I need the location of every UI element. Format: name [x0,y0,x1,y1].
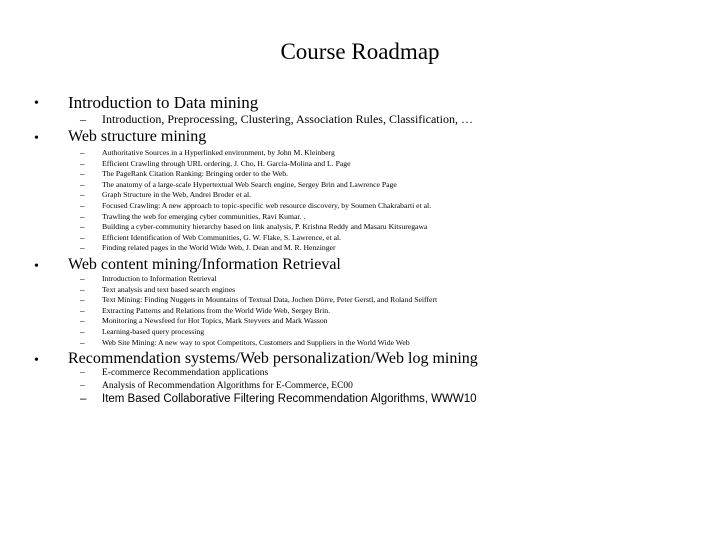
dash-marker: – [80,169,85,180]
list-item [80,316,437,327]
bullet: • [34,131,39,146]
dash-marker: – [80,200,85,211]
item-list [80,111,473,127]
item-text: Authoritative Sources in a Hyperlinked environment, by John M. Kleinberg [102,148,335,157]
item-text: Analysis of Recommendation Algorithms for E-Commerce, EC00 [102,380,353,391]
list-item [80,190,431,201]
slide-title: Course Roadmap [280,39,440,64]
list-item [80,222,431,233]
section-heading: Web structure mining [68,128,207,145]
list-item [80,111,473,127]
list-item [80,274,437,285]
dash-marker: – [80,393,87,405]
item-list [80,274,437,348]
item-text: Trawling the web for emerging cyber communities, Ravi Kumar. . [102,211,306,221]
list-item [80,169,431,180]
item-text: Introduction, Preprocessing, Clustering, Association Rules, Classification, … [102,112,473,126]
item-text: Web Site Mining: A new way to spot Competitors, Customers and Suppliers in the World Wide Web [102,337,410,347]
dash-marker: – [80,295,85,306]
list-item [80,285,437,296]
item-text: Extracting Patterns and Relations from the World Wide Web, Sergey Brin. [102,305,331,315]
dash-marker: – [80,211,85,222]
dash-marker: – [80,190,85,201]
item-text: Finding related pages in the World Wide Web, J. Dean and M. R. Henzinger [102,243,336,253]
bullet: • [34,259,39,274]
item-text: Building a cyber-community hierarchy based on link analysis, P. Krishna Reddy and Masaru Kitsuregawa [102,222,428,232]
item-text: Focused Crawling: A new approach to topic-specific web resource discovery, by Soumen Chakrabarti et al. [102,200,432,210]
item-text: Item Based Collaborative Filtering Recommendation Algorithms, WWW10 [102,393,477,405]
list-item [80,306,437,317]
item-text: Efficient Identification of Web Communities, G. W. Flake, S. Lawrence, et al. [102,232,342,242]
section-heading: Web content mining/Information Retrieval [68,256,341,273]
bullet: • [34,353,39,368]
list-item [80,233,431,244]
list-item [80,212,431,223]
dash-marker: – [80,368,85,378]
item-text: E-commerce Recommendation applications [102,368,269,378]
bullet: • [34,96,39,111]
list-item [80,243,431,254]
list-item [80,201,431,212]
list-item [80,159,431,170]
item-text: Graph Structure in the Web, Andrei Broder et al. [102,190,252,200]
dash-marker: – [80,158,85,169]
list-item [80,338,437,349]
item-text: Text Mining: Finding Nuggets in Mountains of Textual Data, Jochen Dörre, Peter Gerstl, and Roland Seiffert [102,295,438,305]
dash-marker: – [80,316,85,327]
item-text: The anatomy of a large-scale Hypertextual Web Search engine, Sergey Brin and Lawrence Page [102,179,397,189]
item-list [80,367,477,406]
item-list [80,148,431,254]
section-heading: Recommendation systems/Web personalization/Web log mining [68,350,478,367]
list-item [80,380,477,393]
item-text: Introduction to Information Retrieval [102,274,217,283]
dash-marker: – [80,232,85,243]
dash-marker: – [80,274,85,284]
dash-marker: – [80,380,85,391]
item-text: Learning-based query processing [102,326,205,336]
dash-marker: – [80,222,85,233]
dash-marker: – [80,243,85,254]
dash-marker: – [80,284,85,295]
list-item [80,367,477,380]
item-text: Text analysis and text based search engines [102,284,236,294]
dash-marker: – [80,112,86,126]
dash-marker: – [80,337,85,348]
list-item [80,295,437,306]
dash-marker: – [80,305,85,316]
list-item [80,148,431,159]
dash-marker: – [80,148,85,158]
list-item [80,180,431,191]
dash-marker: – [80,326,85,337]
item-text: Efficient Crawling through URL ordering, J. Cho, H. Garcia-Molina and L. Page [102,158,351,168]
list-item [80,392,477,406]
item-text: Monitoring a Newsfeed for Hot Topics, Mark Steyvers and Mark Wasson [102,316,328,326]
section-heading: Introduction to Data mining [68,93,259,112]
dash-marker: – [80,179,85,190]
list-item [80,327,437,338]
item-text: The PageRank Citation Ranking: Bringing order to the Web. [102,169,289,179]
